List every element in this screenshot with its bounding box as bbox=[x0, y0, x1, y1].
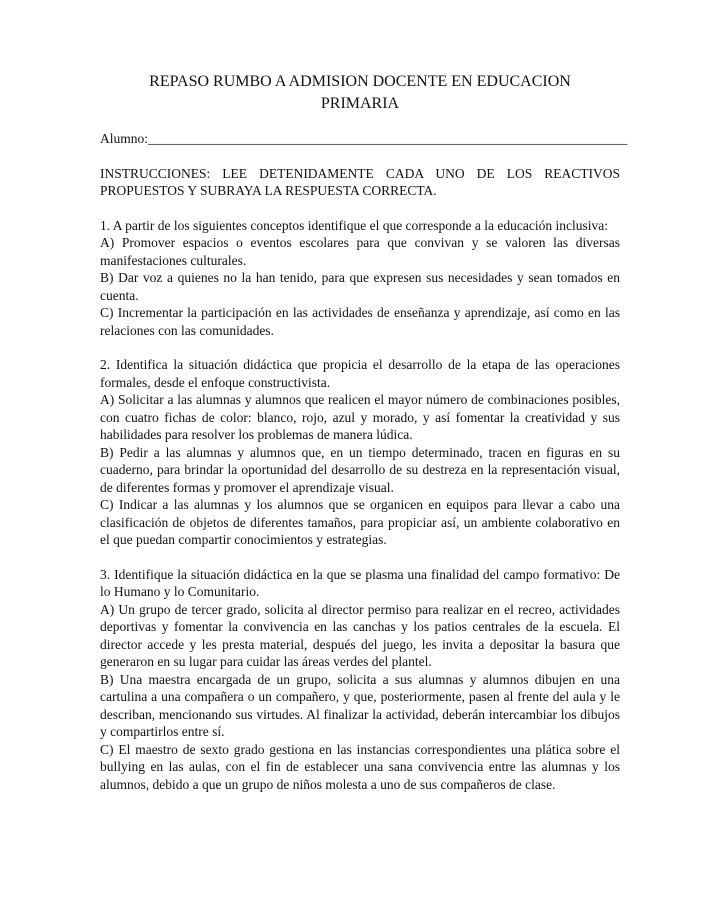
option-b: B) Una maestra encargada de un grupo, solicita a sus alumnas y alumnos dibujen en una cartulina a una compañera o un compañero, y que, posteriormente, pasen al frente del aula y le describan, mencionando sus virtudes. Al finalizar la actividad, deberán intercambiar los dibujos y compartirlos entre sí. bbox=[100, 671, 620, 739]
document-body bbox=[100, 71, 628, 810]
question-text: 1. A partir de los siguientes conceptos identifique el que corresponde a la educación inclusiva: bbox=[100, 217, 608, 233]
document-title: REPASO RUMBO A ADMISION DOCENTE EN EDUCACION PRIMARIA bbox=[149, 73, 571, 112]
instructions-text: INSTRUCCIONES: LEE DETENIDAMENTE CADA UNO DE LOS REACTIVOS PROPUESTOS Y SUBRAYA LA RESPUESTA CORRECTA. bbox=[100, 165, 620, 198]
option-a: A) Solicitar a las alumnas y alumnos que realicen el mayor número de combinaciones posibles, con cuatro fichas de color: blanco, rojo, azul y morado, y así fomentar la creatividad y sus habilidades para resolver los problemas de manera lúdica. bbox=[100, 392, 620, 442]
option-c: C) Incrementar la participación en las actividades de enseñanza y aprendizaje, así como en las relaciones con las comunidades. bbox=[100, 305, 620, 338]
option-c: C) El maestro de sexto grado gestiona en las instancias correspondientes una plática sobre el bullying en las aulas, con el fin de establecer una sana convivencia entre las alumnas y los alumnos, debido a que un grupo de niños molesta a uno de sus compañeros de clase. bbox=[100, 741, 620, 792]
student-name-line: Alumno:_______________________________________________________________________ bbox=[100, 131, 628, 146]
question-3 bbox=[100, 566, 620, 794]
question-2 bbox=[100, 356, 620, 549]
option-b: B) Pedir a las alumnas y alumnos que, en un tiempo determinado, tracen en figuras en su cuaderno, para brindar la oportunidad del desarrollo de su destreza en la representación visual, de diferentes formas y promover el aprendizaje visual. bbox=[100, 444, 620, 495]
option-a: A) Promover espacios o eventos escolares para que convivan y se valoren las diversas manifestaciones culturales. bbox=[100, 235, 620, 268]
option-b: B) Dar voz a quienes no la han tenido, para que expresen sus necesidades y sean tomados en cuenta. bbox=[100, 270, 620, 303]
question-text: 2. Identifica la situación didáctica que propicia el desarrollo de la etapa de las operaciones formales, desde el enfoque constructivista. bbox=[100, 357, 620, 390]
option-a: A) Un grupo de tercer grado, solicita al director permiso para realizar en el recreo, actividades deportivas y fomentar la convivencia en las canchas y los patios centrales de la escuela. El director accede y les presta material, después del juego, les invita a depositar la basura que generaron en su lugar para cuidar las áreas verdes del plantel. bbox=[100, 601, 620, 669]
question-1 bbox=[100, 217, 620, 340]
option-c: C) Indicar a las alumnas y los alumnos que se organicen en equipos para llevar a cabo una clasificación de objetos de diferentes tamaños, para propiciar así, un ambiente colaborativo en el que puedan compartir conocimientos y estrategias. bbox=[100, 497, 620, 547]
question-text: 3. Identifique la situación didáctica en la que se plasma una finalidad del campo formativo: De lo Humano y lo Comunitario. bbox=[100, 566, 620, 599]
